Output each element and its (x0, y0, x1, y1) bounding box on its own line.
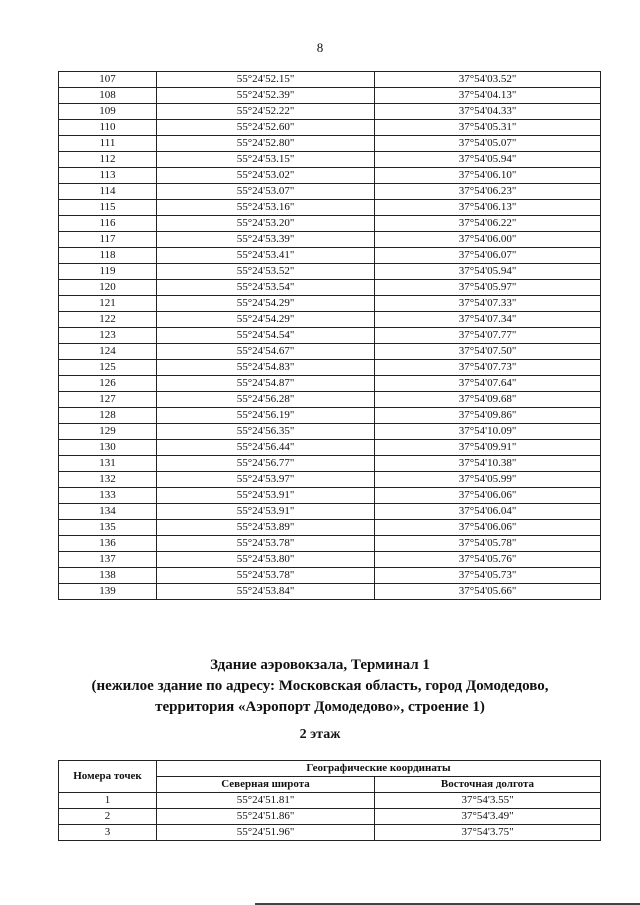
latitude-cell: 55°24'53.20" (157, 216, 375, 232)
longitude-cell: 37°54'06.00" (375, 232, 601, 248)
latitude-cell: 55°24'53.41" (157, 248, 375, 264)
latitude-cell: 55°24'53.39" (157, 232, 375, 248)
point-number-cell: 115 (59, 200, 157, 216)
point-number-cell: 138 (59, 568, 157, 584)
table-row (59, 456, 601, 472)
table-row (59, 809, 601, 825)
longitude-cell: 37°54'07.64" (375, 376, 601, 392)
point-number-cell: 136 (59, 536, 157, 552)
table-row (59, 264, 601, 280)
table-row (59, 793, 601, 809)
table-row (59, 568, 601, 584)
table-row (59, 248, 601, 264)
coordinates-table-continued (58, 71, 601, 600)
table-row (59, 408, 601, 424)
latitude-cell: 55°24'53.91" (157, 504, 375, 520)
latitude-cell: 55°24'53.54" (157, 280, 375, 296)
point-number-cell: 112 (59, 152, 157, 168)
building-title-line1: Здание аэровокзала, Терминал 1 (210, 657, 430, 673)
latitude-cell: 55°24'53.89" (157, 520, 375, 536)
table-row (59, 424, 601, 440)
header-geo-coordinates: Географические координаты (157, 761, 601, 777)
table-row (59, 104, 601, 120)
point-number-cell: 116 (59, 216, 157, 232)
latitude-cell: 55°24'53.80" (157, 552, 375, 568)
point-number-cell: 3 (59, 825, 157, 841)
point-number-cell: 113 (59, 168, 157, 184)
latitude-cell: 55°24'53.07" (157, 184, 375, 200)
point-number-cell: 122 (59, 312, 157, 328)
point-number-cell: 123 (59, 328, 157, 344)
longitude-cell: 37°54'04.13" (375, 88, 601, 104)
latitude-cell: 55°24'54.29" (157, 312, 375, 328)
point-number-cell: 107 (59, 72, 157, 88)
latitude-cell: 55°24'51.86" (157, 809, 375, 825)
table-row (59, 552, 601, 568)
floor-coordinates-table (58, 760, 601, 841)
longitude-cell: 37°54'06.22" (375, 216, 601, 232)
latitude-cell: 55°24'53.78" (157, 536, 375, 552)
latitude-cell: 55°24'52.15" (157, 72, 375, 88)
point-number-cell: 128 (59, 408, 157, 424)
point-number-cell: 129 (59, 424, 157, 440)
latitude-cell: 55°24'53.78" (157, 568, 375, 584)
latitude-cell: 55°24'54.83" (157, 360, 375, 376)
longitude-cell: 37°54'07.33" (375, 296, 601, 312)
latitude-cell: 55°24'53.97" (157, 472, 375, 488)
point-number-cell: 2 (59, 809, 157, 825)
point-number-cell: 134 (59, 504, 157, 520)
longitude-cell: 37°54'06.10" (375, 168, 601, 184)
point-number-cell: 109 (59, 104, 157, 120)
latitude-cell: 55°24'53.91" (157, 488, 375, 504)
latitude-cell: 55°24'53.84" (157, 584, 375, 600)
latitude-cell: 55°24'56.35" (157, 424, 375, 440)
table-row (59, 88, 601, 104)
latitude-cell: 55°24'52.80" (157, 136, 375, 152)
longitude-cell: 37°54'04.33" (375, 104, 601, 120)
table-row (59, 216, 601, 232)
longitude-cell: 37°54'05.99" (375, 472, 601, 488)
table-row (59, 825, 601, 841)
point-number-cell: 130 (59, 440, 157, 456)
point-number-cell: 132 (59, 472, 157, 488)
point-number-cell: 108 (59, 88, 157, 104)
longitude-cell: 37°54'05.07" (375, 136, 601, 152)
table-row (59, 200, 601, 216)
latitude-cell: 55°24'51.81" (157, 793, 375, 809)
header-latitude: Северная широта (157, 777, 375, 793)
longitude-cell: 37°54'06.06" (375, 520, 601, 536)
longitude-cell: 37°54'05.73" (375, 568, 601, 584)
table-header-row (59, 761, 601, 777)
point-number-cell: 118 (59, 248, 157, 264)
latitude-cell: 55°24'52.39" (157, 88, 375, 104)
longitude-cell: 37°54'05.78" (375, 536, 601, 552)
latitude-cell: 55°24'52.60" (157, 120, 375, 136)
longitude-cell: 37°54'3.55" (375, 793, 601, 809)
longitude-cell: 37°54'06.07" (375, 248, 601, 264)
latitude-cell: 55°24'56.77" (157, 456, 375, 472)
table-row (59, 536, 601, 552)
latitude-cell: 55°24'54.29" (157, 296, 375, 312)
longitude-cell: 37°54'07.73" (375, 360, 601, 376)
building-title-line3: территория «Аэропорт Домодедово», строение 1) (155, 699, 485, 715)
table-row (59, 184, 601, 200)
longitude-cell: 37°54'05.94" (375, 264, 601, 280)
point-number-cell: 111 (59, 136, 157, 152)
point-number-cell: 120 (59, 280, 157, 296)
table-row (59, 376, 601, 392)
point-number-cell: 121 (59, 296, 157, 312)
longitude-cell: 37°54'07.34" (375, 312, 601, 328)
point-number-cell: 1 (59, 793, 157, 809)
table-row (59, 328, 601, 344)
latitude-cell: 55°24'54.67" (157, 344, 375, 360)
latitude-cell: 55°24'54.87" (157, 376, 375, 392)
table-row (59, 168, 601, 184)
floor-label: 2 этаж (299, 727, 341, 742)
table-row (59, 360, 601, 376)
point-number-cell: 125 (59, 360, 157, 376)
longitude-cell: 37°54'09.86" (375, 408, 601, 424)
floor-coordinates-table-body (59, 793, 601, 841)
latitude-cell: 55°24'51.96" (157, 825, 375, 841)
longitude-cell: 37°54'09.91" (375, 440, 601, 456)
point-number-cell: 131 (59, 456, 157, 472)
longitude-cell: 37°54'3.75" (375, 825, 601, 841)
longitude-cell: 37°54'05.66" (375, 584, 601, 600)
longitude-cell: 37°54'06.06" (375, 488, 601, 504)
longitude-cell: 37°54'05.76" (375, 552, 601, 568)
table-row (59, 472, 601, 488)
longitude-cell: 37°54'05.31" (375, 120, 601, 136)
table-row (59, 120, 601, 136)
latitude-cell: 55°24'56.44" (157, 440, 375, 456)
point-number-cell: 124 (59, 344, 157, 360)
point-number-cell: 126 (59, 376, 157, 392)
header-point-numbers: Номера точек (59, 761, 157, 793)
longitude-cell: 37°54'07.50" (375, 344, 601, 360)
latitude-cell: 55°24'53.52" (157, 264, 375, 280)
latitude-cell: 55°24'56.19" (157, 408, 375, 424)
longitude-cell: 37°54'06.04" (375, 504, 601, 520)
page-number: 8 (316, 40, 324, 55)
table-row (59, 504, 601, 520)
table-row (59, 280, 601, 296)
table-row (59, 520, 601, 536)
longitude-cell: 37°54'3.49" (375, 809, 601, 825)
longitude-cell: 37°54'06.13" (375, 200, 601, 216)
table-row (59, 584, 601, 600)
table-row (59, 72, 601, 88)
longitude-cell: 37°54'05.94" (375, 152, 601, 168)
longitude-cell: 37°54'10.09" (375, 424, 601, 440)
building-title (0, 655, 640, 718)
point-number-cell: 114 (59, 184, 157, 200)
point-number-cell: 133 (59, 488, 157, 504)
point-number-cell: 139 (59, 584, 157, 600)
point-number-cell: 135 (59, 520, 157, 536)
longitude-cell: 37°54'05.97" (375, 280, 601, 296)
table-row (59, 488, 601, 504)
point-number-cell: 127 (59, 392, 157, 408)
table-row (59, 296, 601, 312)
coordinates-table-body (59, 72, 601, 600)
point-number-cell: 119 (59, 264, 157, 280)
point-number-cell: 117 (59, 232, 157, 248)
point-number-cell: 137 (59, 552, 157, 568)
table-row (59, 392, 601, 408)
table-row (59, 344, 601, 360)
latitude-cell: 55°24'53.02" (157, 168, 375, 184)
longitude-cell: 37°54'03.52" (375, 72, 601, 88)
table-row (59, 152, 601, 168)
table-row (59, 312, 601, 328)
longitude-cell: 37°54'06.23" (375, 184, 601, 200)
table-row (59, 136, 601, 152)
table-row (59, 440, 601, 456)
point-number-cell: 110 (59, 120, 157, 136)
latitude-cell: 55°24'56.28" (157, 392, 375, 408)
table-row (59, 232, 601, 248)
longitude-cell: 37°54'07.77" (375, 328, 601, 344)
longitude-cell: 37°54'10.38" (375, 456, 601, 472)
header-longitude: Восточная долгота (375, 777, 601, 793)
latitude-cell: 55°24'53.16" (157, 200, 375, 216)
latitude-cell: 55°24'52.22" (157, 104, 375, 120)
latitude-cell: 55°24'54.54" (157, 328, 375, 344)
longitude-cell: 37°54'09.68" (375, 392, 601, 408)
building-title-line2: (нежилое здание по адресу: Московская область, город Домодедово, (91, 678, 549, 694)
latitude-cell: 55°24'53.15" (157, 152, 375, 168)
